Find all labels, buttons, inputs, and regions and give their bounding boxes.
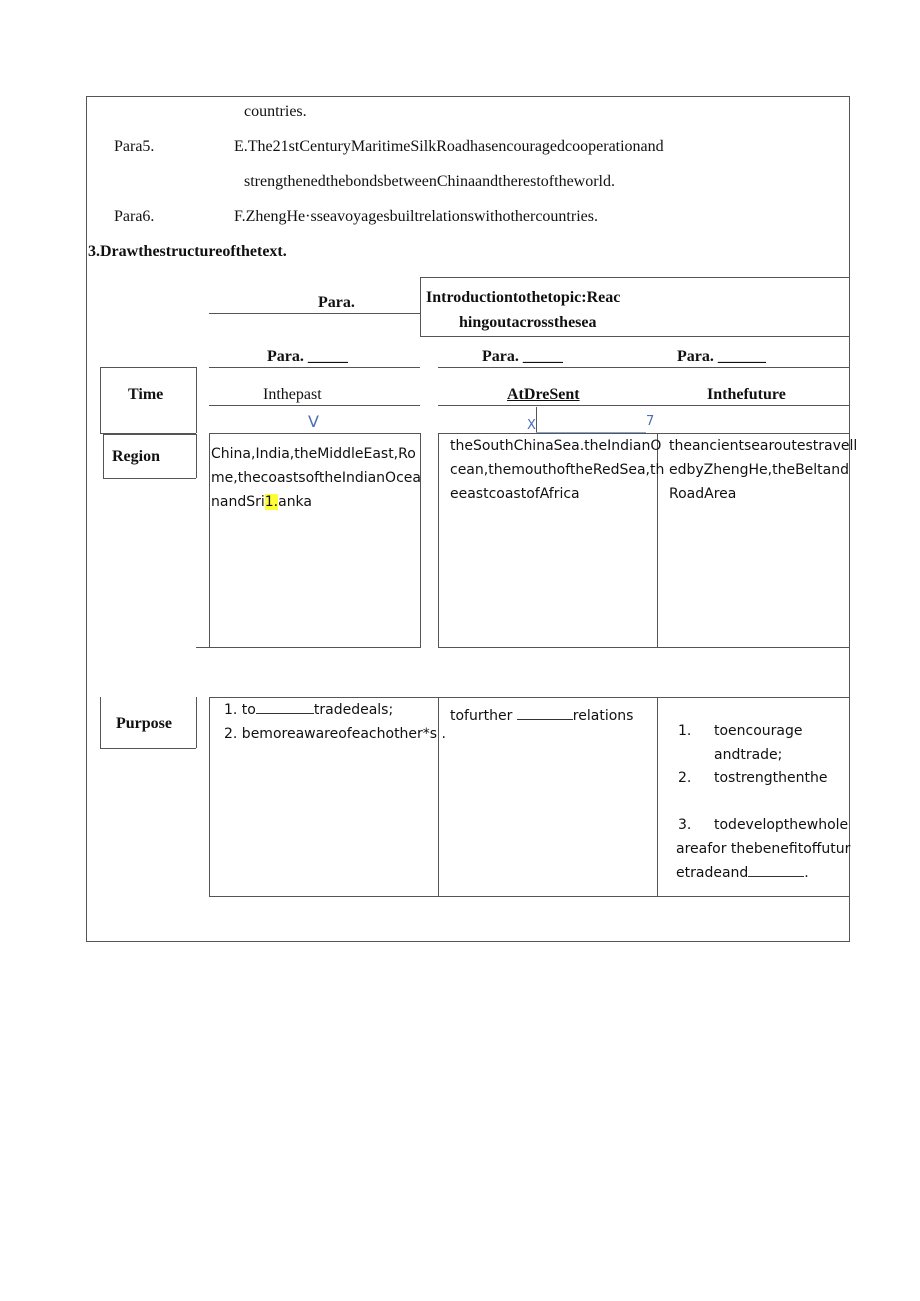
intro-box-top — [420, 277, 850, 278]
region-col1-text: China,India,theMiddleEast,Ro me,thecoastsoftheIndianOcea nandSri1.anka — [211, 446, 421, 510]
purpose-col3-item2-num: 2. — [678, 770, 692, 786]
time-col2: AtDreSent — [507, 386, 580, 403]
region-col2-text: theSouthChinaSea.theIndianO cean,themouthoftheRedSea,th eeastcoastofAfrica — [450, 438, 665, 502]
region-box-right — [196, 434, 197, 478]
row-time-label: Time — [128, 386, 164, 403]
para-col1-label: Para. _____ — [267, 348, 348, 365]
time-box-left — [100, 367, 101, 433]
purpose-col3-item3-line1: todevelopthewhole — [714, 817, 849, 833]
para-top-underline — [209, 313, 420, 314]
purpose-col23-top — [438, 697, 850, 698]
region-col3-text: theancientsearoutestravell edbyZhengHe,theBeltand RoadArea — [669, 438, 858, 502]
mark-x: X — [527, 418, 536, 433]
purpose-col2-text: tofurther relations — [450, 708, 634, 724]
para-col23-underline — [438, 367, 850, 368]
region-box-top — [103, 434, 196, 435]
time-col1-underline — [209, 405, 420, 406]
time-box-top — [100, 367, 196, 368]
purpose-col3-item2: tostrengthenthe — [714, 770, 828, 786]
para-top-label: Para. — [318, 294, 355, 311]
purpose-box-bottom — [100, 748, 196, 749]
region-col1-left — [209, 433, 210, 648]
para-col1-underline — [209, 367, 420, 368]
purpose-box-left — [100, 697, 101, 748]
para-col3-label: Para. ______ — [677, 348, 766, 365]
purpose-col3-item1: toencourage andtrade; — [714, 723, 803, 763]
mark-v: V — [308, 412, 319, 431]
region-col1-bottom — [209, 647, 420, 648]
time-col23-underline — [438, 405, 850, 406]
intro-text-line1: Introductiontothetopic:Reac — [426, 289, 621, 306]
time-right-edge — [849, 405, 850, 433]
purpose-col3-left — [657, 697, 658, 897]
para6-text: F.ZhengHe·sseavoyagesbuiltrelationswithothercountries. — [234, 208, 598, 225]
region-col2-left — [438, 433, 439, 648]
purpose-col1-text: 1. to tradedeals; 2. bemoreawareofeachother*s . — [224, 702, 446, 742]
mark-tick — [536, 407, 537, 433]
para-col2-label: Para. _____ — [482, 348, 563, 365]
para6-label: Para6. — [114, 208, 155, 225]
region-box-left — [103, 434, 104, 478]
row-region-label: Region — [112, 448, 160, 465]
purpose-col1-left — [209, 697, 210, 897]
intro-box-left — [420, 277, 421, 336]
intro-box-bottom — [420, 336, 850, 337]
para5-text-line1: E.The21stCenturyMaritimeSilkRoadhasencouragedcooperationand — [234, 138, 664, 155]
mark-7: 7 — [646, 414, 655, 429]
purpose-col3-item1-num: 1. — [678, 723, 692, 739]
region-box-bottom — [103, 478, 196, 479]
intro-text-line2: hingoutacrossthesea — [459, 314, 597, 331]
purpose-col3-item3-num: 3. — [678, 817, 692, 833]
time-col3: Inthefuture — [707, 386, 786, 403]
para5-text-line2: strengthenedthebondsbetweenChinaandtherestoftheworld. — [244, 173, 615, 190]
row-purpose-label: Purpose — [116, 715, 172, 732]
region-col23-bottom — [438, 647, 850, 648]
purpose-box-right — [196, 697, 197, 748]
time-col1: Inthepast — [263, 386, 322, 403]
region-col1-top — [209, 433, 420, 434]
countries-text: countries. — [244, 103, 307, 120]
section-title: 3.Drawthestructureofthetext. — [88, 243, 287, 260]
para5-label: Para5. — [114, 138, 155, 155]
region-left-stub — [196, 647, 209, 648]
purpose-col3-item3-rest: areafor thebenefitoffutur etradeand . — [676, 841, 851, 881]
purpose-bottom — [209, 896, 850, 897]
time-box-right — [196, 367, 197, 433]
